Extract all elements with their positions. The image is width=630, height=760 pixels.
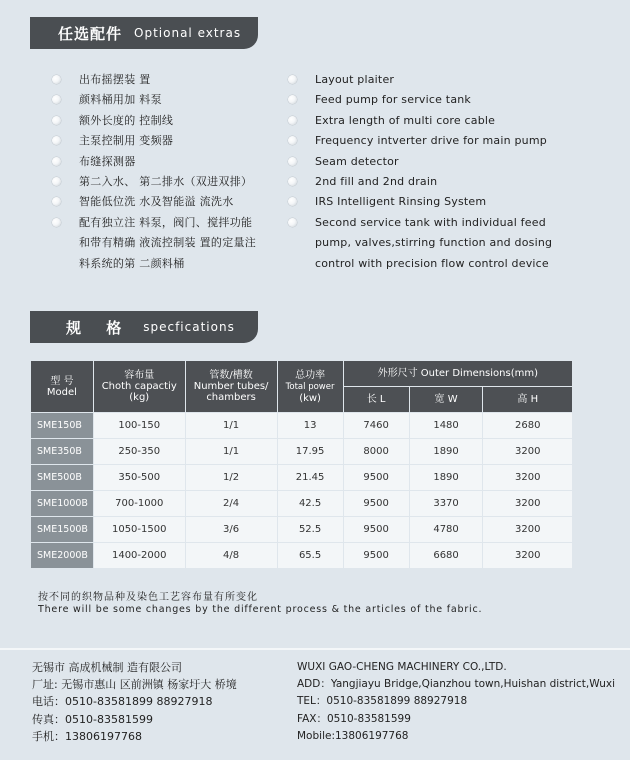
power-column-header: 总功率 Total power (kw)	[278, 361, 343, 412]
table-row: SME500B 350-500 1/2 21.45 9500 1890 3200	[31, 465, 572, 490]
table-row: SME1000B 700-1000 2/4 42.5 9500 3370 3200	[31, 491, 572, 516]
telephone-zh: 电话：0510-83581899 88927918	[32, 695, 213, 709]
list-item: 主泵控制用 变频器	[52, 131, 280, 151]
list-item: 第二入水、 第二排水（双进双排）	[52, 172, 280, 192]
bullet-icon	[52, 75, 61, 84]
capacity-note-en: There will be some changes by the different process & the articles of the fabric.	[38, 604, 483, 615]
table-row: SME2000B 1400-2000 4/8 65.5 9500 6680 3200	[31, 543, 572, 568]
bullet-icon	[288, 95, 297, 104]
list-item: 布缝探测器	[52, 152, 280, 172]
capacity-note-zh: 按不同的织物品种及染色工艺容布量有所变化	[38, 592, 258, 603]
list-item: 配有独立注 料泵，阀门、搅拌功能	[52, 213, 280, 233]
bullet-icon	[288, 136, 297, 145]
contact-info-zh	[32, 659, 292, 745]
bullet-icon	[288, 197, 297, 206]
specifications-title-zh: 规 格	[66, 318, 132, 337]
contact-info-en	[297, 659, 617, 745]
width-column-header: 宽 W	[410, 387, 483, 412]
dimensions-column-header: 外形尺寸 Outer Dimensions(mm)	[344, 361, 572, 386]
table-row: SME350B 250-350 1/1 17.95 8000 1890 3200	[31, 439, 572, 464]
list-item: Second service tank with individual feed	[288, 213, 578, 233]
list-item: Frequency intverter drive for main pump	[288, 131, 578, 151]
bullet-icon	[52, 116, 61, 125]
extras-list-zh	[52, 70, 280, 274]
address-zh: 厂址: 无锡市惠山 区前洲镇 杨家圩大 桥境	[32, 678, 237, 692]
fax-en: FAX：0510-83581599	[297, 712, 411, 725]
bullet-icon	[52, 136, 61, 145]
capacity-column-header: 容布量 Choth capactiy (kg)	[94, 361, 185, 412]
table-row: SME150B 100-150 1/1 13 7460 1480 2680	[31, 413, 572, 438]
extras-list-en	[288, 70, 578, 274]
specifications-header	[30, 311, 258, 343]
list-item: IRS Intelligent Rinsing System	[288, 192, 578, 212]
model-column-header: 型 号 Model	[31, 361, 93, 412]
bullet-icon	[288, 157, 297, 166]
tubes-column-header: 管数/槽数 Number tubes/ chambers	[186, 361, 277, 412]
bullet-icon	[288, 218, 297, 227]
bullet-icon	[52, 177, 61, 186]
list-item-continuation: 料系统的第 二颜料桶	[79, 256, 185, 270]
bullet-icon	[52, 197, 61, 206]
bullet-icon	[52, 157, 61, 166]
table-row: SME1500B 1050-1500 3/6 52.5 9500 4780 3200	[31, 517, 572, 542]
length-column-header: 长 L	[344, 387, 409, 412]
bullet-icon	[288, 177, 297, 186]
telephone-en: TEL：0510-83581899 88927918	[297, 695, 468, 708]
bullet-icon	[52, 218, 61, 227]
list-item-continuation: 和带有精确 液流控制装 置的定量注	[79, 236, 257, 250]
list-item: Extra length of multi core cable	[288, 111, 578, 131]
table-header-row	[31, 361, 572, 386]
company-name-zh: 无锡市 高成机械制 造有限公司	[32, 661, 182, 674]
mobile-zh: 手机：13806197768	[32, 729, 142, 743]
bullet-icon	[52, 95, 61, 104]
list-item: 智能低位洗 水及智能溢 流洗水	[52, 192, 280, 212]
company-name-en: WUXI GAO-CHENG MACHINERY CO.,LTD.	[297, 661, 507, 673]
height-column-header: 高 H	[483, 387, 572, 412]
specifications-table	[30, 360, 573, 569]
list-item: 颜料桶用加 料泵	[52, 90, 280, 110]
bullet-icon	[288, 116, 297, 125]
mobile-en: Mobile:13806197768	[297, 729, 409, 742]
list-item: Layout plaiter	[288, 70, 578, 90]
bullet-icon	[288, 75, 297, 84]
optional-extras-header	[30, 17, 258, 49]
list-item: 2nd fill and 2nd drain	[288, 172, 578, 192]
specifications-title-en: specfications	[143, 320, 235, 334]
optional-extras-title-en: Optional extras	[134, 26, 242, 40]
list-item: 出布摇摆装 置	[52, 70, 280, 90]
list-item-continuation: control with precision flow control device	[315, 256, 549, 270]
footer-divider	[0, 648, 630, 650]
fax-zh: 传真：0510-83581599	[32, 712, 153, 726]
list-item: Feed pump for service tank	[288, 90, 578, 110]
list-item: Seam detector	[288, 152, 578, 172]
optional-extras-title-zh: 任选配件	[58, 24, 123, 43]
list-item-continuation: pump, valves,stirring function and dosing	[315, 236, 553, 250]
list-item: 额外长度的 控制线	[52, 111, 280, 131]
address-en: ADD：Yangjiayu Bridge,Qianzhou town,Huishan district,Wuxi	[297, 678, 616, 691]
